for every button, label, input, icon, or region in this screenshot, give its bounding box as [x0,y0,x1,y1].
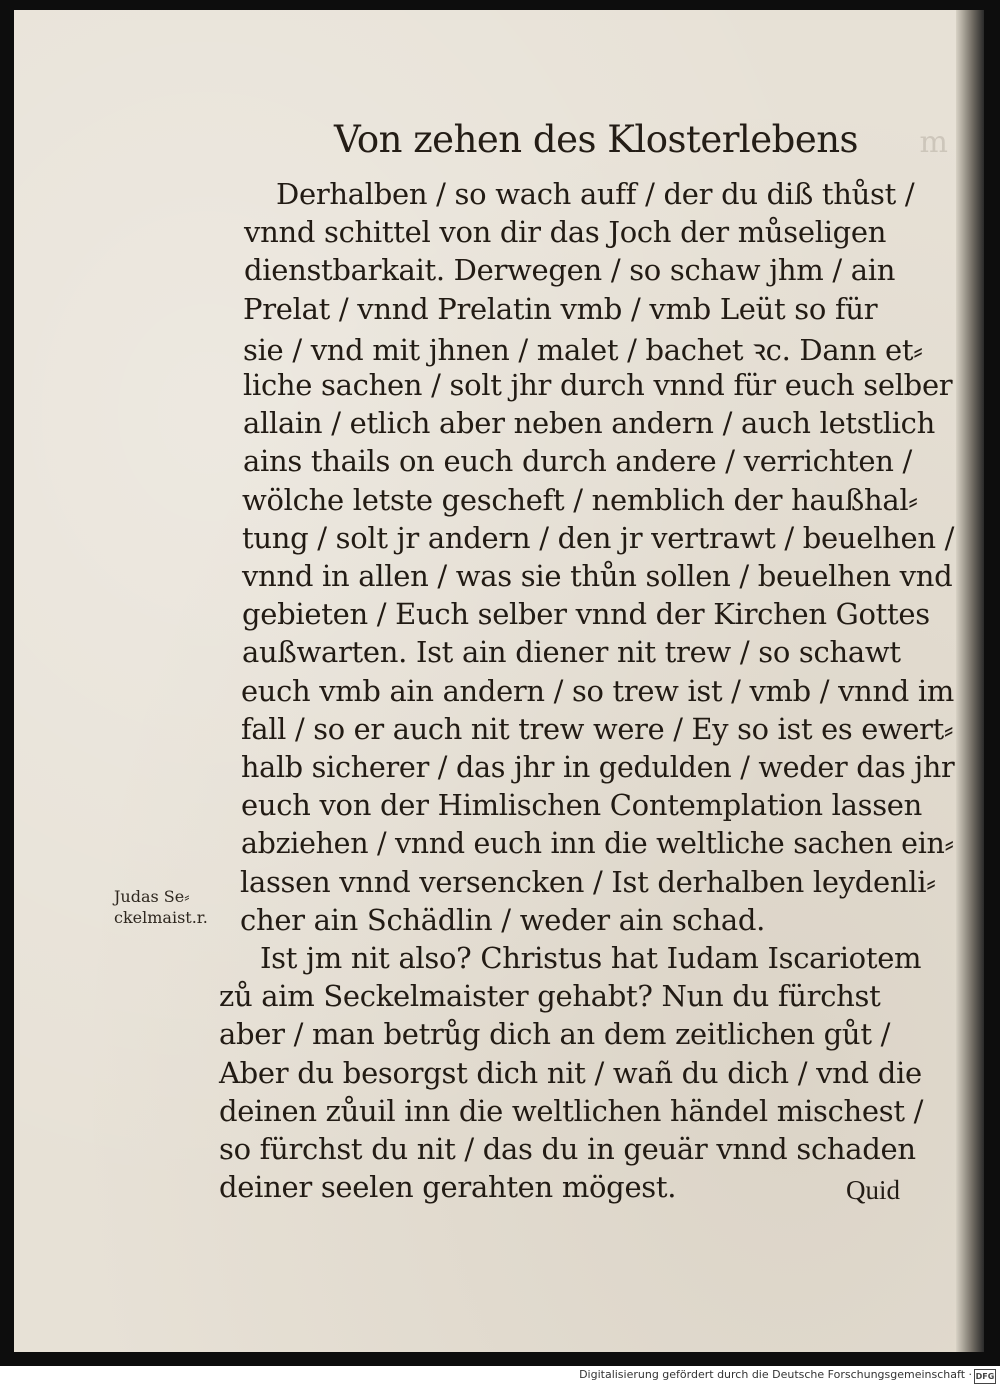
page-gutter [956,10,984,1352]
text-line: cher ain Schädlin / weder ain schad. [240,903,766,937]
text-line: Ist jm nit also? Christus hat Iudam Iscariotem [260,941,922,975]
text-line: gebieten / Euch selber vnnd der Kirchen Gottes [242,597,930,631]
text-line: Derhalben / so wach auff / der du diß thůst / [276,177,915,211]
text-line: deiner seelen gerahten mögest. [219,1170,677,1204]
text-line: vnnd schittel von dir das Joch der můseligen [244,215,887,249]
text-line: so fürchst du nit / das du in geuär vnnd schaden [219,1132,916,1166]
catchword: Quid [846,1175,900,1205]
text-line: deinen zůuil inn die weltlichen händel mischest / [219,1094,924,1128]
text-line: Prelat / vnnd Prelatin vmb / vmb Leüt so für [243,292,878,326]
text-line: außwarten. Ist ain diener nit trew / so schawt [242,635,901,669]
margin-note-line-1: Judas Se⸗ [114,887,190,906]
text-line: fall / so er auch nit trew were / Ey so ist es ewert⸗ [241,712,954,746]
text-line: sie / vnd mit jhnen / malet / bachet ꝛc. Dann et⸗ [243,333,923,367]
text-line: zů aim Seckelmaister gehabt? Nun du fürchst [219,979,881,1013]
dfg-logo: DFG [974,1369,996,1384]
text-line: euch von der Himlischen Contemplation lassen [241,788,923,822]
text-line: halb sicherer / das jhr in gedulden / weder das jhr [241,750,955,784]
text-line: ains thails on euch durch andere / verrichten / [243,444,912,478]
book-page [14,10,984,1352]
text-line: dienstbarkait. Derwegen / so schaw jhm / ain [244,253,896,287]
text-line: vnnd in allen / was sie thůn sollen / beuelhen vnd [242,559,953,593]
text-line: euch vmb ain andern / so trew ist / vmb / vnnd im [241,674,954,708]
text-line: abziehen / vnnd euch inn die weltliche sachen ein⸗ [241,826,954,860]
text-line: aber / man betrůg dich an dem zeitlichen gůt / [219,1017,891,1051]
show-through-mark: m [919,125,950,160]
text-line: wölche letste gescheft / nemblich der haußhal⸗ [242,483,918,517]
text-line: Aber du besorgst dich nit / wañ du dich / vnd die [219,1056,922,1090]
text-line: liche sachen / solt jhr durch vnnd für euch selber [243,368,953,402]
funding-credit: Digitalisierung gefördert durch die Deutsche Forschungsgemeinschaft · [579,1368,972,1381]
text-line: allain / etlich aber neben andern / auch letstlich [243,406,935,440]
text-line: lassen vnnd versencken / Ist derhalben leydenli⸗ [240,865,936,899]
text-line: tung / solt jr andern / den jr vertrawt / beuelhen / [242,521,955,555]
running-headline: Von zehen des Klosterlebens [334,118,859,161]
footer-bar [0,1366,1000,1386]
margin-note-line-2: ckelmaist.r. [114,908,208,927]
